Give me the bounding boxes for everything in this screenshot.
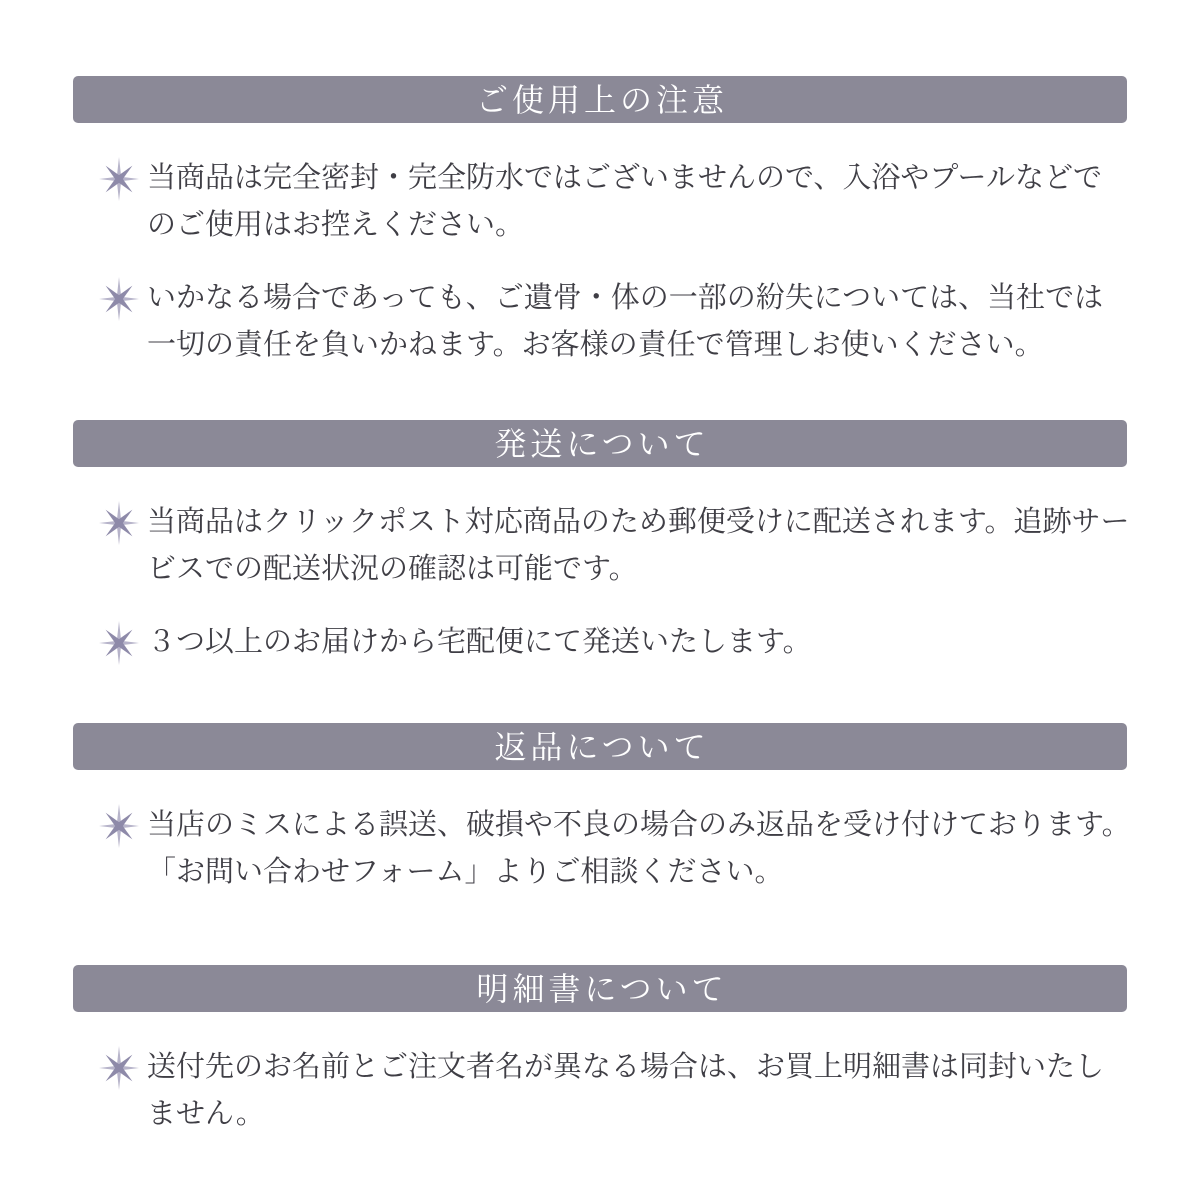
note-item [73, 155, 1127, 249]
note-text [147, 275, 1103, 369]
section-header-bar [73, 76, 1127, 123]
section-header-bar [73, 965, 1127, 1012]
note-item [73, 1044, 1127, 1138]
section-title: ご使用上の注意 [475, 81, 728, 118]
notes-list [73, 1044, 1127, 1138]
note-line: 当店のミスによる誤送、破損や不良の場合のみ返品を受け付けております。 [147, 809, 1131, 841]
section-title: 明細書について [476, 970, 728, 1007]
sparkle-bullet-icon [97, 499, 147, 546]
note-line: 「お問い合わせフォーム」よりご相談ください。 [147, 856, 784, 888]
sparkle-bullet-icon [97, 1044, 147, 1091]
note-item [73, 499, 1130, 593]
note-line: 送付先のお名前とご注文者名が異なる場合は、お買上明細書は同封いたし [147, 1051, 1105, 1083]
section-title: 返品について [494, 728, 710, 765]
note-item [73, 619, 1127, 666]
sparkle-bullet-icon [97, 275, 147, 322]
section-shipping [73, 420, 1130, 666]
note-item [73, 275, 1127, 369]
note-text [147, 1044, 1104, 1138]
section-statement [73, 965, 1127, 1138]
note-line: 当商品はクリックポスト対応商品のため郵便受けに配送されます。追跡サー [147, 506, 1130, 538]
note-line: ません。 [147, 1098, 265, 1130]
note-text [147, 802, 1131, 896]
section-header-bar [73, 723, 1127, 770]
note-text [147, 619, 812, 666]
notes-list [73, 155, 1127, 369]
section-usage-notes [73, 76, 1127, 369]
note-line: のご使用はお控えください。 [147, 209, 525, 241]
note-line: 当商品は完全密封・完全防水ではございませんので、入浴やプールなどで [147, 162, 1102, 194]
sparkle-bullet-icon [97, 155, 147, 202]
sparkle-bullet-icon [97, 802, 147, 849]
notes-list [73, 499, 1130, 666]
note-item [73, 802, 1131, 896]
note-line: 一切の責任を負いかねます。お客様の責任で管理しお使いください。 [147, 329, 1044, 361]
section-title: 発送について [494, 425, 710, 462]
note-line: ３つ以上のお届けから宅配便にて発送いたします。 [147, 626, 812, 658]
note-line: ビスでの配送状況の確認は可能です。 [147, 553, 638, 585]
section-returns [73, 723, 1131, 896]
note-line: いかなる場合であっても、ご遺骨・体の一部の紛失については、当社では [147, 282, 1104, 314]
note-text [147, 155, 1102, 249]
notes-list [73, 802, 1131, 896]
section-header-bar [73, 420, 1127, 467]
sparkle-bullet-icon [97, 619, 147, 666]
note-text [147, 499, 1130, 593]
